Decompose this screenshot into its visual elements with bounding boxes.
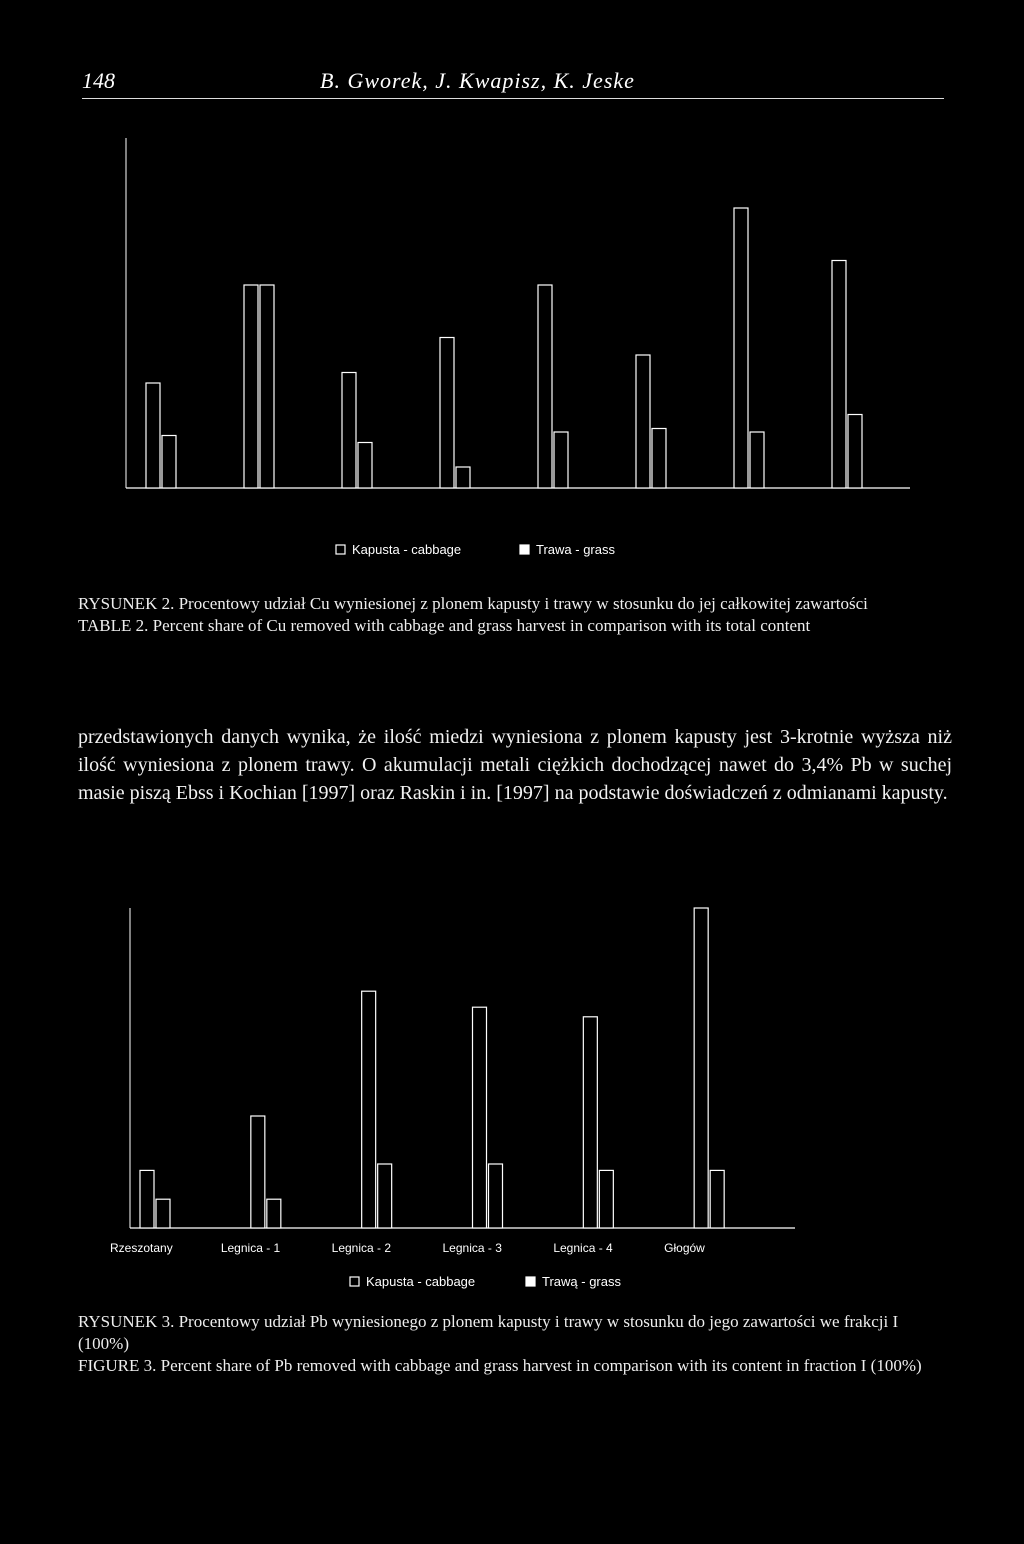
legend-label-grass: Trawą - grass	[542, 1274, 621, 1289]
bar-cabbage-6	[636, 355, 650, 488]
bar-cabbage-5	[583, 1017, 597, 1228]
bar-grass-5	[599, 1170, 613, 1228]
bar-grass-4	[456, 467, 470, 488]
bar-cabbage-4	[473, 1007, 487, 1228]
bar-cabbage-8	[832, 261, 846, 489]
bar-grass-5	[554, 432, 568, 488]
figure-cu-caption-pl: RYSUNEK 2. Procentowy udział Cu wyniesionej z plonem kapusty i trawy w stosunku do jej całkowitej zawartości	[78, 594, 868, 613]
bar-cabbage-1	[140, 1170, 154, 1228]
legend-swatch-grass	[526, 1277, 535, 1286]
bar-grass-1	[156, 1199, 170, 1228]
bar-grass-2	[267, 1199, 281, 1228]
bar-cabbage-1	[146, 383, 160, 488]
cu-bar-chart	[0, 110, 1024, 580]
legend-swatch-cabbage	[336, 545, 345, 554]
x-tick-label: Rzeszotany	[110, 1241, 173, 1255]
bar-cabbage-2	[251, 1116, 265, 1228]
bar-grass-1	[162, 436, 176, 489]
bar-cabbage-5	[538, 285, 552, 488]
legend-label-cabbage: Kapusta - cabbage	[352, 542, 462, 557]
bar-grass-8	[848, 415, 862, 489]
bar-cabbage-3	[342, 373, 356, 489]
legend-swatch-grass	[520, 545, 529, 554]
bar-cabbage-3	[362, 991, 376, 1228]
x-tick-label: Legnica - 2	[331, 1241, 392, 1255]
bar-cabbage-7	[734, 208, 748, 488]
body-paragraph-text: przedstawionych danych wynika, że ilość miedzi wyniesiona z plonem kapusty jest 3-krotnie wyższa niż ilość wyniesiona z plonem trawy. O akumulacji metali ciężkich dochodzącej nawet do 3,4% Pb w suchej masie piszą Ebss i Kochian [1997] oraz Raskin i in. [1997] na podstawie doświadczeń z odmianami kapusty.	[78, 726, 952, 804]
legend-label-cabbage: Kapusta - cabbage	[366, 1274, 476, 1289]
figure-pb-caption-en: FIGURE 3. Percent share of Pb removed with cabbage and grass harvest in comparison with its content in fraction I (100%)	[78, 1356, 922, 1375]
figure-cu-caption-en: TABLE 2. Percent share of Cu removed with cabbage and grass harvest in comparison with its total content	[78, 616, 811, 635]
figure-pb-caption	[78, 1311, 952, 1377]
page-number: 148	[82, 68, 115, 93]
bar-grass-2	[260, 285, 274, 488]
bar-cabbage-6	[694, 908, 708, 1228]
running-header	[82, 62, 944, 99]
bar-grass-6	[652, 429, 666, 489]
bar-grass-3	[358, 443, 372, 489]
bar-grass-6	[710, 1170, 724, 1228]
x-tick-label: Legnica - 3	[442, 1241, 502, 1255]
body-paragraph	[78, 723, 952, 807]
legend-swatch-cabbage	[350, 1277, 359, 1286]
x-tick-label: Głogów	[664, 1241, 705, 1255]
bar-cabbage-4	[440, 338, 454, 489]
bar-grass-3	[378, 1164, 392, 1228]
pb-bar-chart	[0, 880, 1024, 1290]
legend-label-grass: Trawa - grass	[536, 542, 615, 557]
figure-pb-caption-pl: RYSUNEK 3. Procentowy udział Pb wyniesionego z plonem kapusty i trawy w stosunku do jego zawartości we frakcji I (100%)	[78, 1312, 899, 1353]
bar-cabbage-2	[244, 285, 258, 488]
figure-cu-caption	[78, 593, 952, 637]
x-tick-label: Legnica - 1	[220, 1241, 281, 1255]
header-authors: B. Gworek, J. Kwapisz, K. Jeske	[320, 68, 635, 93]
bar-grass-7	[750, 432, 764, 488]
x-tick-label: Legnica - 4	[553, 1241, 613, 1255]
bar-grass-4	[489, 1164, 503, 1228]
